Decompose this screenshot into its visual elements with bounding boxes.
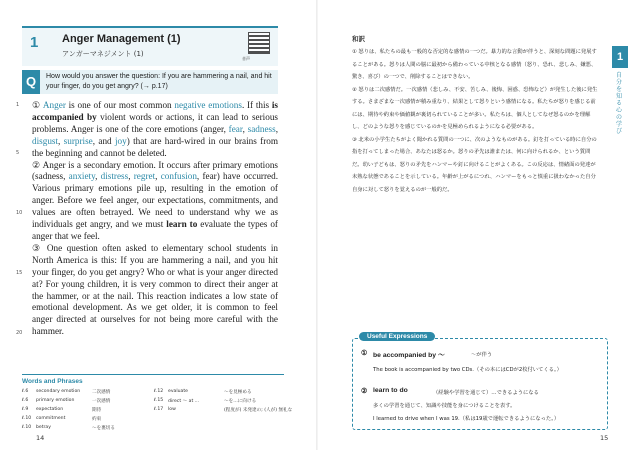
word-meaning: (程度が) 未発達の; (人が) 無礼な [224,408,293,413]
keyword: anxiety [68,171,96,182]
english-body [32,100,278,338]
key-phrase: is accompanied by [32,100,278,122]
keyword: sadness [247,123,276,134]
question-text: How would you answer the question: If you are hammering a nail, and hit your finger, do you get angry? (→ p.17) [46,73,272,90]
translation-paragraph: ② 怒りは二次感情だ。一次感情（悲しみ、不安、苦しみ、後悔、困惑、恐怖など）が発生した後に発生する。さまざまな一次感情が積み重なり、結果として怒りという感情になる。私たちが怒りを感じる前には、期待や約束や価値観が裏切られていることが多い。私たちは、個人としてなぜ怒るのかを理解し、どのような怒りを感じているのかを見極められるようになる必要がある。 [352,86,598,130]
word-term: direct ～ at ... [168,399,200,404]
word-meaning: 一次感情 [92,399,111,404]
keyword: negative emotions [174,100,242,110]
english-paragraph: ③ One question often asked to elementary school students in North America is this: If you are hammering a nail, and you hit your finger, do you get angry? Who or what is your anger directed at? For young children, it is very common to direct their anger at the hammer, or at the nail. This reaction indicates a low state of emotional development. As we get older, it is common to feel anger directed at ourselves for not being more careful with the hammer. [32,242,278,337]
qr-label: 音声 [242,56,250,61]
word-term: expectation [36,407,64,412]
useful-expressions [352,333,608,430]
word-term: betray [36,425,51,430]
word-line-ref: ℓ.15 [154,398,164,403]
english-paragraph: ② Anger is a secondary emotion. It occurs after primary emotions (sadness, anxiety, distress, regret, confusion, fear) have occurred. Various primary emotions pile up, resulting in the emotion of anger. Before we feel anger, our expectations, commitments, and values are often betrayed. We need to understand why we as individuals get angry, and we must learn to evaluate the types of anger that we feel. [32,159,279,241]
useful-expressions-title: Useful Expressions [359,332,435,341]
word-line-ref: ℓ.10 [22,425,32,430]
keyword: fear [228,123,243,134]
keyword: distress [100,171,129,182]
expression-gloss: ～が伴う [471,352,493,358]
line-number: 20 [16,330,23,336]
lesson-subtitle: アンガーマネジメント (1) [62,50,144,58]
word-line-ref: ℓ.9 [22,407,29,412]
keyword: surprise [63,135,93,146]
word-line-ref: ℓ.12 [154,389,164,394]
lesson-header [22,26,278,66]
right-page [318,0,636,450]
line-number: 15 [16,270,23,276]
expression-head: learn to do [373,387,408,394]
word-term: primary emotion [36,398,75,403]
keyword: joy [114,135,127,146]
keyword: confusion [160,171,197,182]
word-meaning: 約束 [92,417,102,422]
chapter-tab[interactable]: 1 [612,46,628,68]
word-line-ref: ℓ.6 [22,398,29,403]
word-meaning: ～を見極める [224,390,252,395]
line-number: 5 [16,150,20,156]
word-meaning: ～を裏切る [92,426,115,431]
keyword: disgust [32,135,59,146]
keyword: regret [133,171,156,182]
chapter-tab-text: 自分を知る心の学び [616,72,623,135]
expression-gloss: （経験や学習を通じて）…できるようになる [433,390,539,396]
translation-body [352,46,598,196]
word-term: commitment [36,416,66,421]
word-meaning: ～を…に向ける [224,399,257,404]
expression-note: 多くの学習を通じて、知識や技能を身につけることを表す。 [373,403,516,409]
keyword: Anger [42,100,66,110]
words-title: Words and Phrases [22,378,83,385]
word-term: evaluate [168,389,188,394]
page-number-left: 14 [36,434,45,442]
expression-number: ① [361,350,368,357]
expression-example: I learned to drive when I was 19.（私は19歳で運転できるようになった。） [373,416,560,422]
translation-paragraph: ① 怒りは、私たちの最も一般的な否定的な感情の一つだ。暴力的な言動が伴うと、深刻な問題に発展することがある。怒りは人間の脳に最初から備わっている中核となる感情（怒り、恐れ、悲しみ、嫌悪、驚き、喜び）の一つで、削除することはできない。 [352,49,597,80]
word-meaning: 期待 [92,408,102,413]
word-line-ref: ℓ.17 [154,407,164,412]
word-line-ref: ℓ.10 [22,416,32,421]
expression-number: ② [361,388,368,395]
lesson-title: Anger Management (1) [62,33,181,45]
word-meaning: 二次感情 [92,390,111,395]
question-box [22,70,278,94]
translation-title: 和訳 [352,35,365,43]
question-mark: Q [22,70,40,94]
word-term: low [168,407,176,412]
english-paragraph: ① Anger is one of our most common negative emotions. If this is accompanied by violent words or actions, it can lead to serious problems. Anger is one of the core emotions (anger, fear, sadness, disgust, surprise, and joy) that are hard-wired in our brains from the beginning and cannot be deleted. [32,100,279,158]
key-phrase: learn to [166,219,198,230]
line-number: 10 [16,210,23,216]
line-number: 1 [16,102,20,108]
lesson-number: 1 [30,34,39,51]
qr-code-icon[interactable] [248,32,270,54]
expression-example: The book is accompanied by two CDs.（その本にはCDが2枚付いてくる。） [373,367,562,373]
page-number-right: 15 [600,434,609,442]
word-line-ref: ℓ.6 [22,389,29,394]
expression-head: be accompanied by ～ [373,352,445,359]
words-and-phrases [22,374,293,436]
translation-paragraph: ③ 北米の小学生たちがよく聞かれる質問の一つに、次のようなものがある。釘を打っている時に自分の指を打ってしまった場合、あなたは怒るか。怒りの矛先は誰または、何に向けられるか、という質問だ。幼い子どもは、怒りの矛先をハンマーや釘に向けることがよくある。この反応は、情緒面の発達が未熟な状態であることを示している。年齢が上がるにつれ、ハンマーをもっと慎重に扱わなかった自分自身に対して怒りを覚えるのが一般的だ。 [352,136,597,193]
word-term: secondary emotion [36,389,81,394]
